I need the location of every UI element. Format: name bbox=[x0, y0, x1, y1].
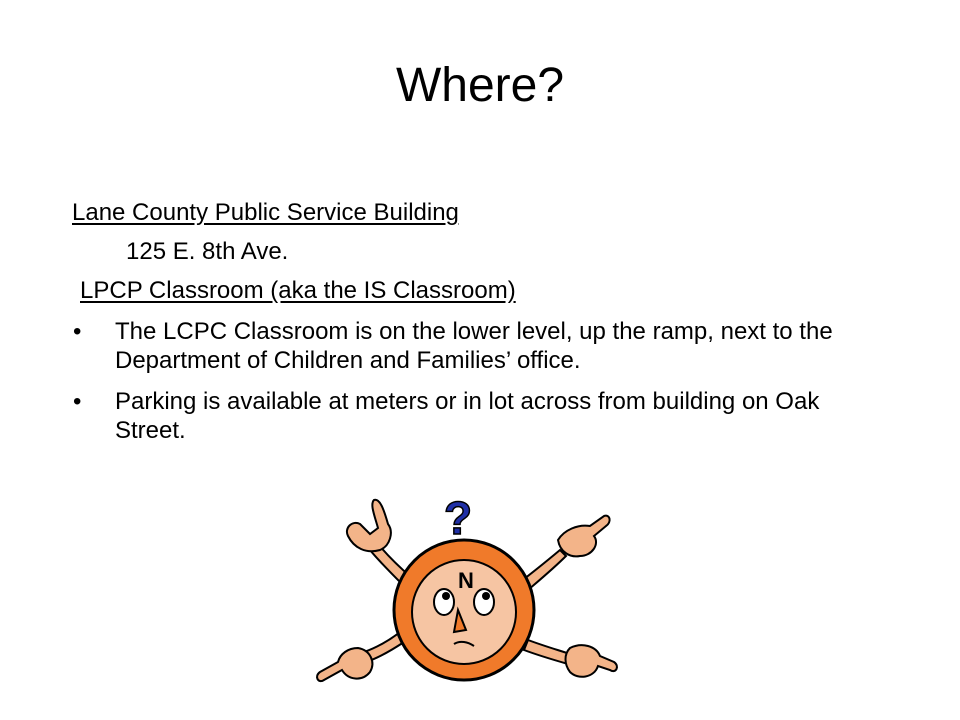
address-line bbox=[72, 237, 872, 266]
slide-title: Where? bbox=[395, 59, 565, 112]
bullet-text: Parking is available at meters or in lot across from building on Oak Street. bbox=[115, 388, 820, 444]
question-mark-icon: ? bbox=[444, 492, 473, 544]
bullet-symbol: • bbox=[73, 318, 82, 345]
address: 125 E. 8th Ave. bbox=[126, 238, 289, 265]
bullet-item-parking bbox=[72, 387, 872, 445]
confused-compass-clipart bbox=[308, 490, 628, 710]
room-name: LPCP Classroom (aka the IS Classroom) bbox=[80, 277, 516, 304]
bullet-text: The LCPC Classroom is on the lower level, up the ramp, next to the Department of Children and Families’ office. bbox=[115, 318, 833, 374]
building-name-line bbox=[72, 198, 872, 227]
bullet-item-classroom-location bbox=[72, 317, 872, 375]
room-line bbox=[72, 276, 872, 305]
slide-body bbox=[72, 198, 872, 457]
bullet-symbol: • bbox=[73, 388, 82, 415]
building-name: Lane County Public Service Building bbox=[72, 199, 459, 226]
compass-letter: N bbox=[458, 568, 474, 593]
